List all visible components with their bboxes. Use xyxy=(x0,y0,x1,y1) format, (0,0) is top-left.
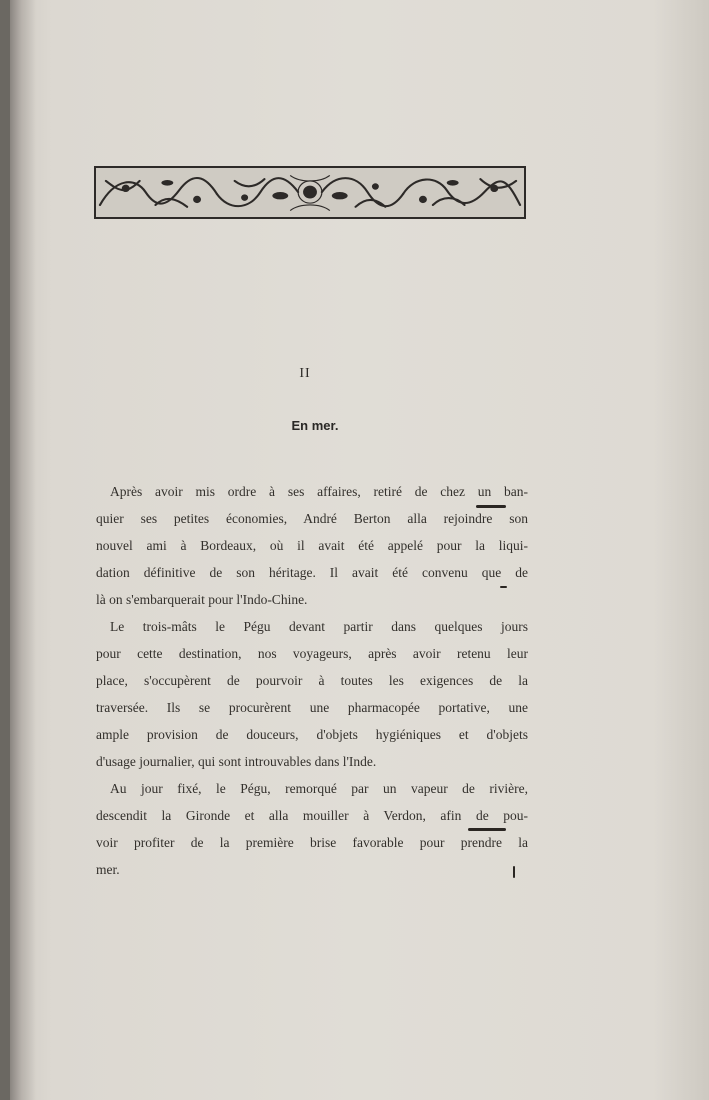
paragraph-1 xyxy=(96,478,528,613)
book-page xyxy=(10,0,709,1100)
text-line: place, s'occupèrent de pourvoir à toutes les exigences de la xyxy=(96,673,528,688)
text-line: d'usage journalier, qui sont introuvables dans l'Inde. xyxy=(96,754,377,769)
text-line: mer. xyxy=(96,862,120,877)
pencil-dash-mark xyxy=(500,586,507,588)
page-gutter-shadow xyxy=(10,0,36,1100)
paragraph-2 xyxy=(96,613,528,775)
pencil-underline-mark xyxy=(476,505,506,508)
text-line: quier ses petites économies, André Berton alla rejoindre son xyxy=(96,511,528,526)
text-line: Au jour fixé, le Pégu, remorqué par un vapeur de rivière, xyxy=(110,781,528,796)
floral-headpiece-ornament xyxy=(94,166,526,219)
text-line: nouvel ami à Bordeaux, où il avait été appelé pour la liqui- xyxy=(96,538,528,553)
text-line: là on s'embarquerait pour l'Indo-Chine. xyxy=(96,592,308,607)
chapter-number: II xyxy=(299,366,311,381)
text-line: ample provision de douceurs, d'objets hygiéniques et d'objets xyxy=(96,727,528,742)
chapter-body xyxy=(96,478,528,883)
text-line: traversée. Ils se procurèrent une pharmacopée portative, une xyxy=(96,700,528,715)
text-line: pour cette destination, nos voyageurs, après avoir retenu leur xyxy=(96,646,528,661)
pencil-underline-mark xyxy=(468,828,506,831)
pencil-tick-mark xyxy=(513,866,515,878)
paragraph-3 xyxy=(96,775,528,883)
ornament-scroll-icon xyxy=(96,168,524,217)
chapter-title: En mer. xyxy=(291,418,339,433)
text-line: dation définitive de son héritage. Il avait été convenu que de xyxy=(96,565,528,580)
text-line: voir profiter de la première brise favorable pour prendre la xyxy=(96,835,528,850)
text-line: descendit la Gironde et alla mouiller à Verdon, afin de pou- xyxy=(96,808,528,823)
text-line: Le trois-mâts le Pégu devant partir dans quelques jours xyxy=(110,619,528,634)
text-line: Après avoir mis ordre à ses affaires, retiré de chez un ban- xyxy=(110,484,528,499)
